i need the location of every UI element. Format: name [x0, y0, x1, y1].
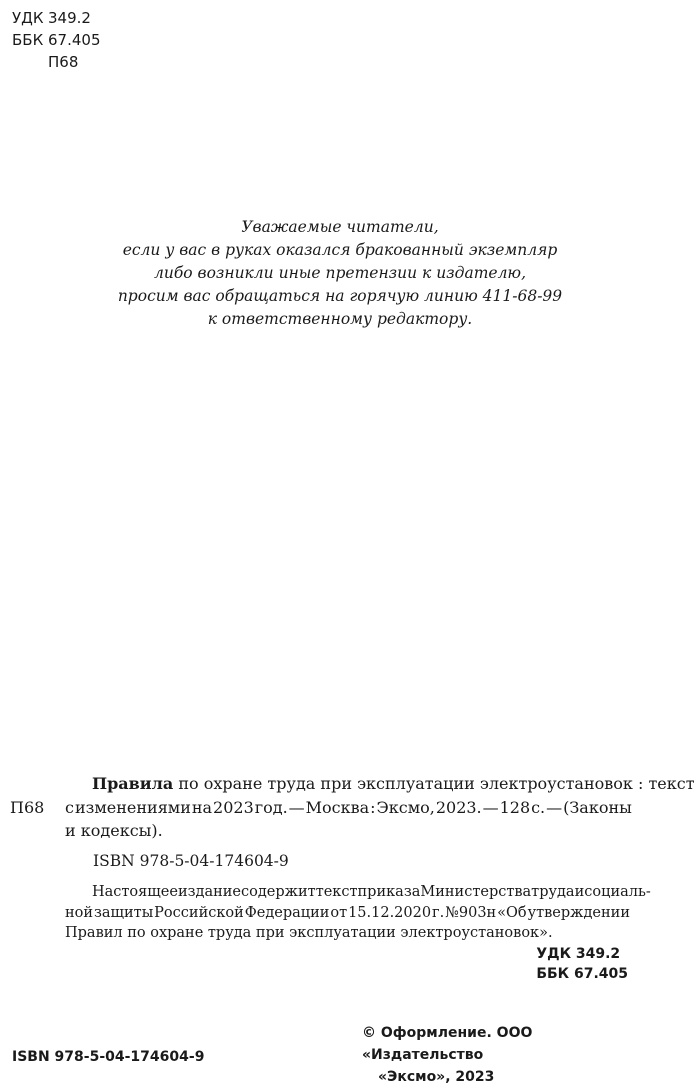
word: Министерства	[420, 884, 532, 900]
word: социаль-	[584, 884, 651, 900]
notice-line: либо возникли иные претензии к издателю,	[153, 264, 527, 282]
word: 15.12.2020	[348, 904, 432, 921]
bib-line-3: и кодексы).	[65, 821, 163, 840]
word: защиты	[93, 904, 154, 921]
word: на	[191, 797, 213, 817]
word: текст	[315, 884, 358, 900]
word: №903н	[445, 904, 497, 921]
bbk-row	[12, 30, 101, 50]
notice-line: просим вас обращаться на горячую линию 411-68-99	[117, 287, 563, 305]
udk-value: 349.2	[48, 9, 91, 27]
word: г.	[432, 904, 445, 921]
copyright-line-1: © Оформление. ООО «Издательство	[362, 1025, 533, 1063]
word: Москва	[305, 797, 370, 817]
annotation-line-2	[65, 903, 630, 924]
notice-line: если у вас в руках оказался бракованный экземпляр	[122, 241, 558, 259]
word: Настоящее	[92, 884, 178, 900]
udk-label: УДК	[12, 9, 44, 27]
word: «Об	[497, 904, 527, 921]
word: с.	[531, 797, 546, 817]
word: от	[330, 904, 348, 921]
bibliographic-record	[65, 772, 695, 843]
word: приказа	[357, 884, 421, 900]
word: издание	[177, 884, 242, 900]
bbk-value: 67.405	[48, 31, 101, 49]
annotation-line-3: Правил по охране труда при эксплуатации электроустановок».	[65, 925, 553, 941]
word: (Законы	[563, 797, 632, 817]
author-sign: П68	[48, 53, 79, 71]
bib-author-sign: П68	[10, 798, 45, 817]
word: труда	[531, 884, 575, 900]
word: Эксмо,	[376, 797, 435, 817]
word: содержит	[241, 884, 316, 900]
udk-row	[12, 8, 91, 28]
notice-line: Уважаемые читатели,	[241, 218, 439, 236]
word: —	[288, 797, 305, 817]
bib-line-1	[92, 772, 695, 796]
word: изменениями	[74, 797, 191, 817]
author-sign-row	[12, 52, 78, 72]
word: 2023	[213, 797, 254, 817]
copyright-line-2: «Эксмо», 2023	[378, 1069, 495, 1085]
word: Федерации	[244, 904, 330, 921]
word: ной	[65, 904, 94, 921]
notice-line: к ответственному редактору.	[207, 310, 473, 328]
copyright-notice	[362, 1022, 632, 1088]
classification-codes	[536, 944, 628, 984]
annotation	[65, 882, 651, 944]
udk-code: УДК 349.2	[536, 946, 621, 962]
isbn-footer: ISBN 978-5-04-174604-9	[12, 1049, 205, 1065]
reader-notice	[40, 216, 640, 331]
isbn: ISBN 978-5-04-174604-9	[93, 852, 289, 870]
word: утверждении	[527, 904, 630, 921]
bbk-code: ББК 67.405	[536, 966, 628, 982]
word: с	[65, 797, 74, 817]
word: —	[546, 797, 563, 817]
annotation-line-1	[65, 882, 651, 903]
bib-title-rest: по охране труда при эксплуатации электроустановок : текст	[178, 774, 695, 793]
word: :	[370, 797, 376, 817]
bbk-label: ББК	[12, 31, 44, 49]
bib-line-2	[65, 796, 632, 820]
word: 128	[499, 797, 531, 817]
word: и	[574, 884, 585, 900]
word: 2023.	[435, 797, 482, 817]
word: —	[482, 797, 499, 817]
word: Российской	[154, 904, 244, 921]
word: год.	[254, 797, 288, 817]
bib-title: Правила	[92, 774, 174, 793]
